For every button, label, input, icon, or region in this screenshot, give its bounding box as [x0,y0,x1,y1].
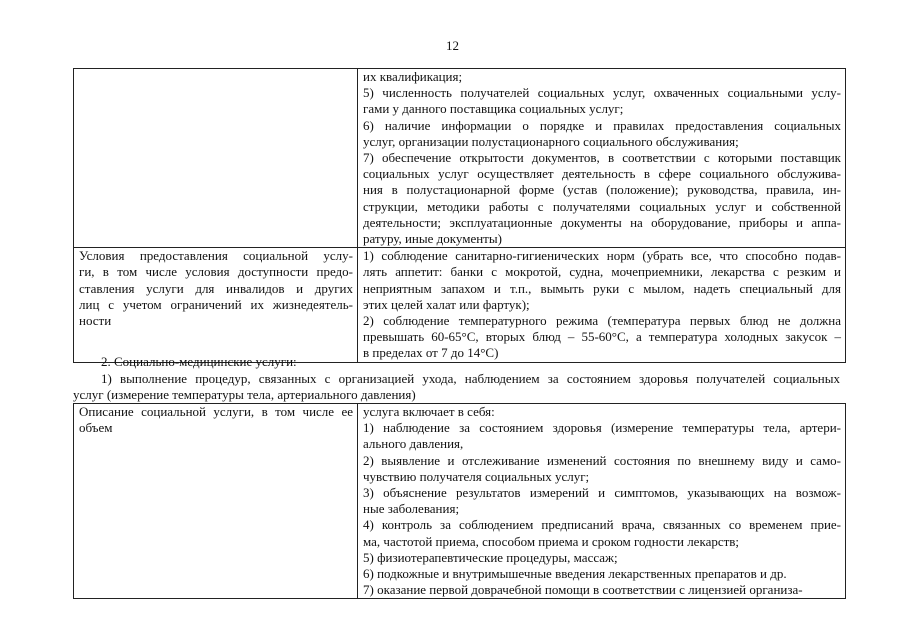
cell-line: ния в полустационарной форме (устав (положение); руководства, правила, ин- [363,182,841,198]
cell-line: 6) наличие информации о порядке и правилах предоставления социальных [363,117,841,133]
cell-line: 2) выявление и отслеживание изменений состояния по внешнему виду и само- [363,452,841,468]
table-cell-empty [74,69,358,248]
cell-line: Условия предоставления социальной услу- [79,248,353,264]
subsection-line: 1) выполнение процедур, связанных с организацией ухода, наблюдением за состоянием здоровья получателей социальных [101,371,840,386]
subsection-line: услуг (измерение температуры тела, артериального давления) [73,387,416,403]
cell-line: 7) обеспечение открытости документов, в соответствии с которыми поставщик [363,150,841,166]
cell-line: неприятным запахом и т.п., вымыть руки с мылом, надеть специальный для [363,280,841,296]
cell-line: ги, в том числе условия доступности предо- [79,264,353,280]
cell-line: 3) объяснение результатов измерений и симптомов, указывающих на возмож- [363,485,841,501]
section-heading: 2. Социально-медицинские услуги: [101,354,297,369]
conditions-table [73,68,846,363]
service-description-table [73,403,846,599]
page-number: 12 [446,38,459,53]
cell-line: 4) контроль за соблюдением предписаний врача, связанных со временем прие- [363,517,841,533]
cell-line: этих целей халат или фартук); [363,296,530,312]
quality-indicators-cell [358,69,846,248]
cell-line: объем [79,420,113,436]
cell-line: гами у данного поставщика социальных услуг; [363,101,624,117]
subsection-text [73,371,840,403]
cell-line: лиц с учетом ограничений их жизнедеятель- [79,296,353,312]
table-row [74,404,846,599]
cell-line: ма, частотой приема, способом приема и сроком годности лекарств; [363,533,740,549]
conditions-value-cell [358,248,846,362]
table-row [74,248,846,362]
cell-line: услуга включает в себя: [363,404,495,419]
cell-line: Описание социальной услуги, в том числе ее [79,404,353,419]
cell-line: 5) численность получателей социальных услуг, охваченных социальными услу- [363,85,841,101]
cell-line: 7) оказание первой доврачебной помощи в соответствии с лицензией организа- [363,582,803,598]
cell-line: ные заболевания; [363,501,460,517]
cell-line: превышать 60-65°С, вторых блюд – 55-60°С, а температура холодных закусок – [363,329,841,345]
cell-line: 2) соблюдение температурного режима (температура первых блюд не должна [363,313,841,329]
cell-line: 6) подкожные и внутримышечные введения лекарственных препаратов и др. [363,566,787,582]
cell-line: ального давления, [363,436,464,452]
cell-line: 1) соблюдение санитарно-гигиенических норм (убрать все, что способно подав- [363,248,841,264]
cell-line: ставления услуги для инвалидов и других [79,280,353,296]
cell-line: струкции, методики работы с получателями социальных услуг и собственной [363,198,841,214]
cell-line: чувствию получателя социальных услуг; [363,468,590,484]
conditions-label-cell [74,248,358,362]
description-label-cell [74,404,358,599]
cell-line: 5) физиотерапевтические процедуры, массаж; [363,549,618,565]
cell-line: деятельности; эксплуатационные документы на оборудование, приборы и аппа- [363,214,841,230]
cell-line: социальных услуг осуществляет деятельность в сфере социального обслужива- [363,166,841,182]
cell-line: в пределах от 7 до 14°С) [363,345,499,361]
cell-line: лять аппетит: банки с мокротой, судна, мочеприемники, лекарства с резким и [363,264,841,280]
cell-line: 1) наблюдение за состоянием здоровья (измерение температуры тела, артери- [363,420,841,436]
cell-line: ратуру, иные документы) [363,231,502,247]
description-value-cell [358,404,846,599]
cell-line: их квалификация; [363,69,463,84]
cell-line: ности [79,313,112,329]
table-row [74,69,846,248]
cell-line: услуг, организации полустационарного социального обслуживания; [363,133,739,149]
